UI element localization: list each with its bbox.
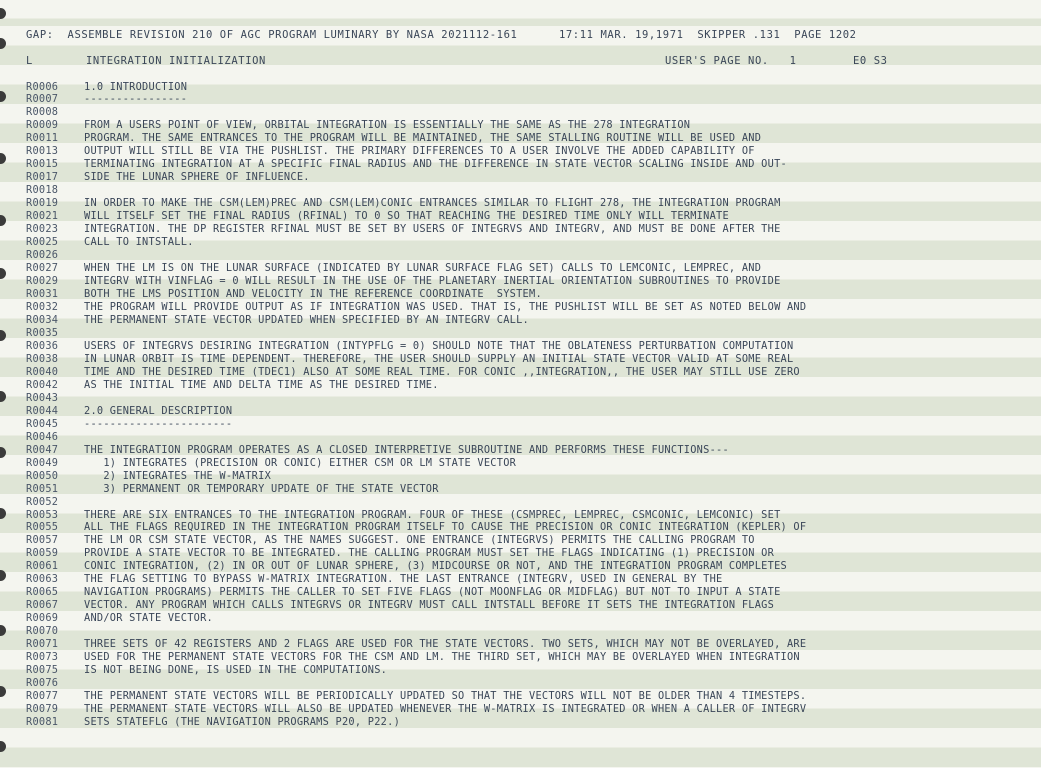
sprocket-hole xyxy=(0,268,6,279)
listing-line xyxy=(26,81,187,94)
line-text: THERE ARE SIX ENTRANCES TO THE INTEGRATION PROGRAM. FOUR OF THESE (CSMPREC, LEMPREC, CSMCONIC, LEMCONIC) SET xyxy=(84,508,781,521)
sprocket-hole xyxy=(0,8,6,19)
listing-line xyxy=(26,418,232,431)
sprocket-hole xyxy=(0,686,6,697)
line-number: R0019 xyxy=(26,197,59,210)
line-number: R0081 xyxy=(26,716,59,729)
line-text: PROVIDE A STATE VECTOR TO BE INTEGRATED. THE CALLING PROGRAM MUST SET THE FLAGS INDICATING (1) PRECISION OR xyxy=(84,547,775,560)
line-number: R0042 xyxy=(26,378,59,391)
line-text: TIME AND THE DESIRED TIME (TDEC1) ALSO AT SOME REAL TIME. FOR CONIC ,,INTEGRATION,, THE USER MAY STILL USE ZERO xyxy=(84,365,800,378)
line-text: THE PROGRAM WILL PROVIDE OUTPUT AS IF INTEGRATION WAS USED. THAT IS, THE PUSHLIST WILL BE SET AS NOTED BELOW AND xyxy=(84,300,807,313)
listing-line xyxy=(26,534,755,547)
line-text: AS THE INITIAL TIME AND DELTA TIME AS THE DESIRED TIME. xyxy=(84,378,439,391)
section-marker: L xyxy=(26,55,33,67)
line-number: R0017 xyxy=(26,171,59,184)
sprocket-hole xyxy=(0,391,6,402)
line-number: R0043 xyxy=(26,391,59,404)
line-number: R0071 xyxy=(26,638,59,651)
line-text: THE INTEGRATION PROGRAM OPERATES AS A CLOSED INTERPRETIVE SUBROUTINE AND PERFORMS THESE FUNCTIONS--- xyxy=(84,443,729,456)
listing-line xyxy=(26,340,793,353)
line-number: R0006 xyxy=(26,80,59,93)
line-text: THE LM OR CSM STATE VECTOR, AS THE NAMES SUGGEST. ONE ENTRANCE (INTEGRVS) PERMITS THE CALLING PROGRAM TO xyxy=(84,534,755,547)
line-number: R0057 xyxy=(26,534,59,547)
listing-line xyxy=(26,638,806,651)
line-text: THE PERMANENT STATE VECTORS WILL ALSO BE UPDATED WHENEVER THE W-MATRIX IS INTEGRATED OR WHEN A CALLER OF INTEGRV xyxy=(84,703,807,716)
listing-line xyxy=(26,677,84,690)
line-number: R0050 xyxy=(26,469,59,482)
listing-line xyxy=(26,664,387,677)
line-number: R0075 xyxy=(26,664,59,677)
listing-line xyxy=(26,379,439,392)
line-text: THREE SETS OF 42 REGISTERS AND 2 FLAGS ARE USED FOR THE STATE VECTORS. TWO SETS, WHICH MAY NOT BE OVERLAYED, ARE xyxy=(84,638,807,651)
line-number: R0031 xyxy=(26,288,59,301)
listing-line xyxy=(26,509,781,522)
line-number: R0079 xyxy=(26,703,59,716)
line-number: R0029 xyxy=(26,275,59,288)
line-number: R0059 xyxy=(26,547,59,560)
line-number: R0040 xyxy=(26,365,59,378)
line-number: R0077 xyxy=(26,690,59,703)
listing-line xyxy=(26,483,439,496)
line-text: IN LUNAR ORBIT IS TIME DEPENDENT. THEREFORE, THE USER SHOULD SUPPLY AN INITIAL STATE VECTOR VALID AT SOME REAL xyxy=(84,352,794,365)
listing-line xyxy=(26,132,761,145)
line-text: BOTH THE LMS POSITION AND VELOCITY IN THE REFERENCE COORDINATE SYSTEM. xyxy=(84,288,542,301)
line-number: R0065 xyxy=(26,586,59,599)
line-number: R0036 xyxy=(26,339,59,352)
listing-line xyxy=(26,547,774,560)
line-number: R0044 xyxy=(26,404,59,417)
listing-line xyxy=(26,651,800,664)
listing-line xyxy=(26,301,806,314)
line-number: R0021 xyxy=(26,210,59,223)
line-number: R0013 xyxy=(26,145,59,158)
listing-line xyxy=(26,444,729,457)
section-title: INTEGRATION INITIALIZATION xyxy=(86,55,266,67)
listing-header-line: GAP: ASSEMBLE REVISION 210 OF AGC PROGRAM LUMINARY BY NASA 2021112-161 17:11 MAR. 19,1971 SKIPPER .131 PAGE 1202 xyxy=(26,29,857,41)
sprocket-hole xyxy=(0,570,6,581)
sprocket-holes xyxy=(0,0,8,768)
listing-line xyxy=(26,405,232,418)
listing-line xyxy=(26,457,516,470)
line-text: INTEGRV WITH VINFLAG = 0 WILL RESULT IN THE USE OF THE PLANETARY INERTIAL ORIENTATION SUBROUTINES TO PROVIDE xyxy=(84,275,781,288)
users-page-number: USER'S PAGE NO. 1 xyxy=(665,55,797,67)
line-text: FROM A USERS POINT OF VIEW, ORBITAL INTEGRATION IS ESSENTIALLY THE SAME AS THE 278 INTEGRATION xyxy=(84,119,691,132)
line-number: R0053 xyxy=(26,508,59,521)
line-text: SIDE THE LUNAR SPHERE OF INFLUENCE. xyxy=(84,171,310,184)
listing-line xyxy=(26,625,84,638)
listing-line xyxy=(26,327,84,340)
listing-line xyxy=(26,288,542,301)
sprocket-hole xyxy=(0,625,6,636)
listing-line xyxy=(26,145,755,158)
line-text: ALL THE FLAGS REQUIRED IN THE INTEGRATION PROGRAM ITSELF TO CAUSE THE PRECISION OR CONIC INTEGRATION (KEPLER) OF xyxy=(84,521,807,534)
sprocket-hole xyxy=(0,447,6,458)
line-number: R0023 xyxy=(26,223,59,236)
line-text: CONIC INTEGRATION, (2) IN OR OUT OF LUNAR SPHERE, (3) MIDCOURSE OR NOT, AND THE INTEGRATION PROGRAM COMPLETES xyxy=(84,560,787,573)
line-text: 2) INTEGRATES THE W-MATRIX xyxy=(84,469,272,482)
listing-line xyxy=(26,171,310,184)
listing-line xyxy=(26,573,722,586)
line-text: THE FLAG SETTING TO BYPASS W-MATRIX INTEGRATION. THE LAST ENTRANCE (INTEGRV, USED IN GENERAL BY THE xyxy=(84,573,723,586)
line-text: OUTPUT WILL STILL BE VIA THE PUSHLIST. THE PRIMARY DIFFERENCES TO A USER INVOLVE THE ADDED CAPABILITY OF xyxy=(84,145,755,158)
line-number: R0008 xyxy=(26,106,59,119)
line-text: IN ORDER TO MAKE THE CSM(LEM)PREC AND CSM(LEM)CONIC ENTRANCES SIMILAR TO FLIGHT 278, THE INTEGRATION PROGRAM xyxy=(84,197,781,210)
listing-line xyxy=(26,353,793,366)
line-number: R0073 xyxy=(26,651,59,664)
sprocket-hole xyxy=(0,741,6,752)
line-text: 1.0 INTRODUCTION xyxy=(84,80,188,93)
line-text: WILL ITSELF SET THE FINAL RADIUS (RFINAL) TO 0 SO THAT REACHING THE DESIRED TIME ONLY WILL TERMINATE xyxy=(84,210,729,223)
listing-line xyxy=(26,470,271,483)
line-number: R0026 xyxy=(26,249,59,262)
listing-line xyxy=(26,184,84,197)
sprocket-hole xyxy=(0,153,6,164)
listing-line xyxy=(26,560,787,573)
line-number: R0046 xyxy=(26,430,59,443)
sprocket-hole xyxy=(0,38,6,49)
listing-line xyxy=(26,197,781,210)
line-number: R0070 xyxy=(26,625,59,638)
line-number: R0052 xyxy=(26,495,59,508)
line-text: 2.0 GENERAL DESCRIPTION xyxy=(84,404,233,417)
line-number: R0032 xyxy=(26,300,59,313)
listing-line xyxy=(26,366,800,379)
listing-line xyxy=(26,586,781,599)
sprocket-hole xyxy=(0,330,6,341)
line-text: USERS OF INTEGRVS DESIRING INTEGRATION (INTYPFLG = 0) SHOULD NOTE THAT THE OBLATENESS PERTURBATION COMPUTATION xyxy=(84,339,794,352)
line-text: SETS STATEFLG (THE NAVIGATION PROGRAMS P20, P22.) xyxy=(84,716,401,729)
listing-line xyxy=(26,496,84,509)
sprocket-hole xyxy=(0,91,6,102)
line-number: R0045 xyxy=(26,417,59,430)
listing-line xyxy=(26,236,194,249)
line-number: R0009 xyxy=(26,119,59,132)
listing-line xyxy=(26,106,84,119)
line-number: R0051 xyxy=(26,482,59,495)
listing-line xyxy=(26,262,761,275)
listing-line xyxy=(26,249,84,262)
sprocket-hole xyxy=(0,215,6,226)
line-text: VECTOR. ANY PROGRAM WHICH CALLS INTEGRVS OR INTEGRV MUST CALL INTSTALL BEFORE IT SETS THE INTEGRATION FLAGS xyxy=(84,599,775,612)
line-number: R0007 xyxy=(26,93,59,106)
line-text: CALL TO INTSTALL. xyxy=(84,236,194,249)
line-text: 3) PERMANENT OR TEMPORARY UPDATE OF THE STATE VECTOR xyxy=(84,482,439,495)
line-text: THE PERMANENT STATE VECTORS WILL BE PERIODICALLY UPDATED SO THAT THE VECTORS WILL NOT BE OLDER THAN 4 TIMESTEPS. xyxy=(84,690,807,703)
line-number: R0076 xyxy=(26,677,59,690)
sprocket-hole xyxy=(0,508,6,519)
line-number: R0067 xyxy=(26,599,59,612)
line-text: ----------------------- xyxy=(84,417,233,430)
line-number: R0035 xyxy=(26,326,59,339)
line-text: TERMINATING INTEGRATION AT A SPECIFIC FINAL RADIUS AND THE DIFFERENCE IN STATE VECTOR SCALING INSIDE AND OUT- xyxy=(84,158,787,171)
line-number: R0038 xyxy=(26,352,59,365)
listing-line xyxy=(26,210,729,223)
line-text: AND/OR STATE VECTOR. xyxy=(84,612,213,625)
line-number: R0061 xyxy=(26,560,59,573)
line-number: R0063 xyxy=(26,573,59,586)
listing-line xyxy=(26,158,787,171)
line-number: R0011 xyxy=(26,132,59,145)
listing-line xyxy=(26,223,781,236)
listing-line xyxy=(26,690,806,703)
line-number: R0025 xyxy=(26,236,59,249)
line-number: R0027 xyxy=(26,262,59,275)
line-number: R0015 xyxy=(26,158,59,171)
line-text: THE PERMANENT STATE VECTOR UPDATED WHEN SPECIFIED BY AN INTEGRV CALL. xyxy=(84,313,529,326)
listing-line xyxy=(26,314,529,327)
line-text: 1) INTEGRATES (PRECISION OR CONIC) EITHER CSM OR LM STATE VECTOR xyxy=(84,456,517,469)
line-text: NAVIGATION PROGRAMS) PERMITS THE CALLER TO SET FIVE FLAGS (NOT MOONFLAG OR MIDFLAG) BUT NOT TO INPUT A STATE xyxy=(84,586,781,599)
listing-line xyxy=(26,431,84,444)
listing-line xyxy=(26,703,806,716)
listing-line xyxy=(26,599,774,612)
listing-line xyxy=(26,275,781,288)
line-number: R0047 xyxy=(26,443,59,456)
line-number: R0055 xyxy=(26,521,59,534)
listing-line xyxy=(26,93,187,106)
line-number: R0018 xyxy=(26,184,59,197)
line-text: ---------------- xyxy=(84,93,188,106)
listing-line xyxy=(26,392,84,405)
line-number: R0049 xyxy=(26,456,59,469)
listing-line xyxy=(26,521,806,534)
line-text: WHEN THE LM IS ON THE LUNAR SURFACE (INDICATED BY LUNAR SURFACE FLAG SET) CALLS TO LEMCONIC, LEMPREC, AND xyxy=(84,262,762,275)
line-text: IS NOT BEING DONE, IS USED IN THE COMPUTATIONS. xyxy=(84,664,388,677)
line-text: INTEGRATION. THE DP REGISTER RFINAL MUST BE SET BY USERS OF INTEGRVS AND INTEGRV, AND MUST BE DONE AFTER THE xyxy=(84,223,781,236)
line-text: PROGRAM. THE SAME ENTRANCES TO THE PROGRAM WILL BE MAINTAINED, THE SAME STALLING ROUTINE WILL BE USED AND xyxy=(84,132,762,145)
listing-line xyxy=(26,119,690,132)
line-number: R0034 xyxy=(26,313,59,326)
eo-marker: E0 S3 xyxy=(853,55,888,67)
listing-line xyxy=(26,612,213,625)
line-text: USED FOR THE PERMANENT STATE VECTORS FOR THE CSM AND LM. THE THIRD SET, WHICH MAY BE OVERLAYED WHEN INTEGRATION xyxy=(84,651,800,664)
listing-line xyxy=(26,716,400,729)
line-number: R0069 xyxy=(26,612,59,625)
